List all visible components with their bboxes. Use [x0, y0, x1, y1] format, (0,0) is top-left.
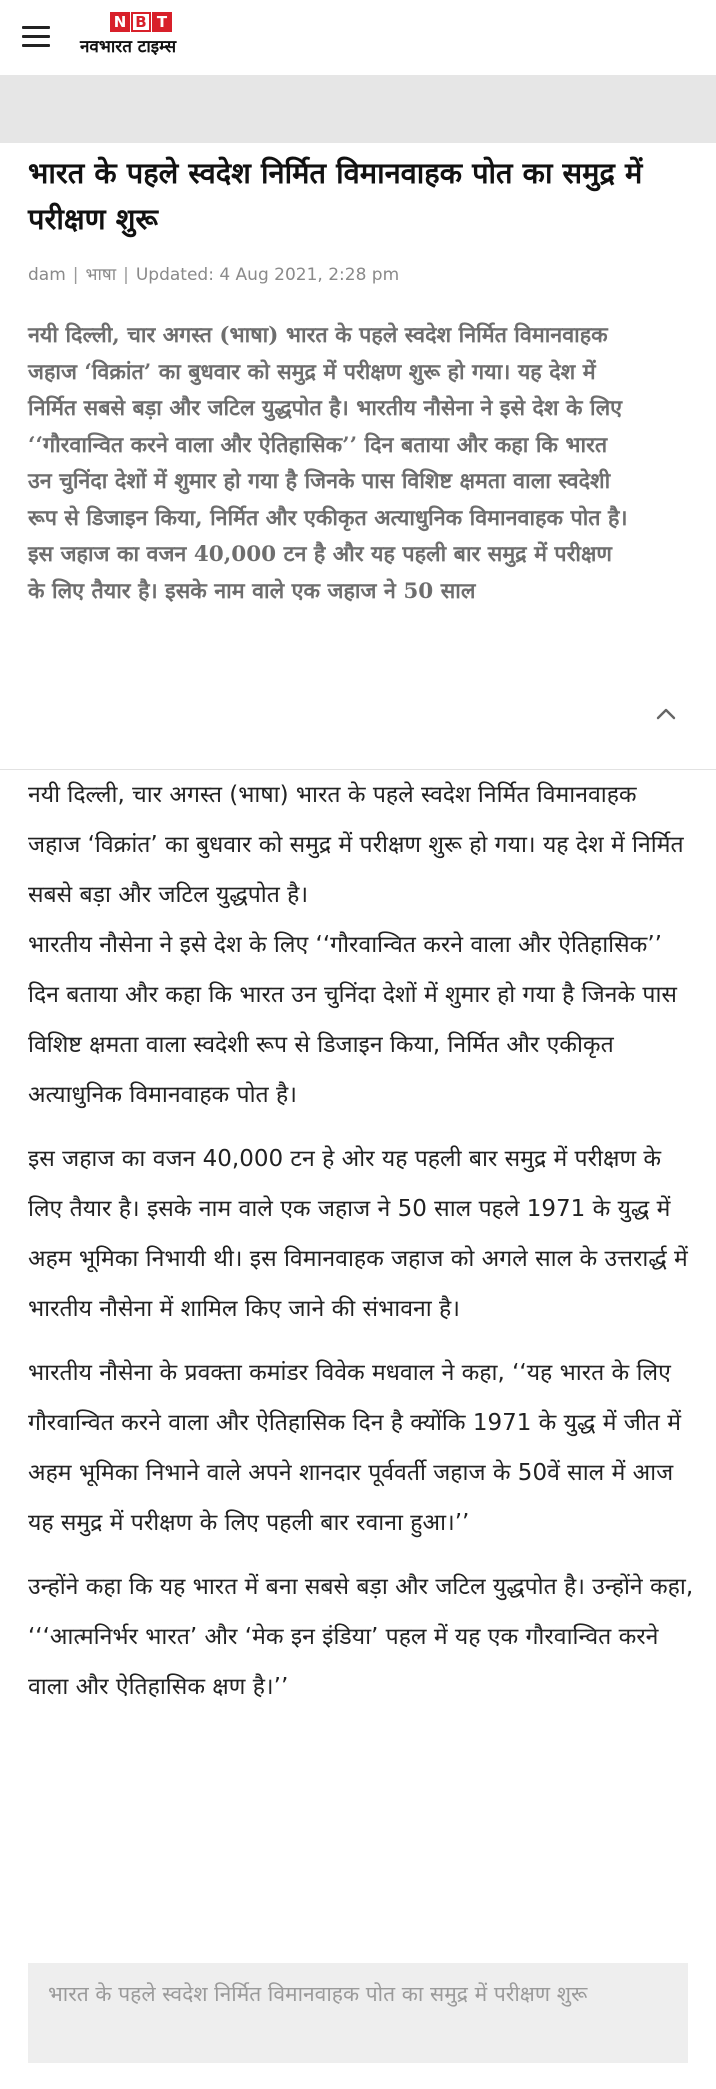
article-title: भारत के पहले स्वदेश निर्मित विमानवाहक पोत का समुद्र में परीक्षण शुरू — [28, 156, 643, 236]
top-nav-bar — [0, 0, 716, 75]
body-paragraph: भारतीय नौसेना के प्रवक्ता कमांडर विवेक मधवाल ने कहा, ‘‘यह भारत के लिए गौरवान्वित करने वाला और ऐतिहासिक दिन है क्योंकि 1971 के युद्ध में जीत में अहम भूमिका निभाने वाले अपने शानदार पूर्ववर्ती जहाज के 50वें साल में आज यह समुद्र में परीक्षण के लिए पहली बार रवाना हुआ।’’ — [28, 1360, 681, 1536]
body-paragraph: भारतीय नौसेना ने इसे देश के लिए ‘‘गौरवान्वित करने वाला और ऐतिहासिक’’ दिन बताया और कहा कि भारत उन चुनिंदा देशों में शुमार हो गया है जिनके पास विशिष्ट क्षमता वाला स्वदेशी रूप से डिजाइन किया, निर्मित और एकीकृत अत्याधुनिक विमानवाहक पोत है। — [28, 932, 677, 1108]
logo-letter-b: B — [131, 12, 151, 32]
chevron-up-icon[interactable] — [652, 700, 680, 728]
logo-letter-n: N — [110, 12, 130, 32]
article-body — [28, 770, 696, 1712]
related-article-title[interactable]: भारत के पहले स्वदेश निर्मित विमानवाहक पोत का समुद्र में परीक्षण शुरू — [48, 1982, 588, 2006]
article-meta: dam | भाषा | Updated: 4 Aug 2021, 2:28 pm — [28, 265, 400, 285]
body-paragraph: इस जहाज का वजन 40,000 टन हे ओर यह पहली बार समुद्र में परीक्षण के लिए तैयार है। इसके नाम वाले एक जहाज ने 50 साल पहले 1971 के युद्ध में अहम भूमिका निभायी थी। इस विमानवाहक जहाज को अगले साल के उत्तरार्द्ध में भारतीय नौसेना में शामिल किए जाने की संभावना है। — [28, 1146, 688, 1322]
body-paragraph: उन्होंने कहा कि यह भारत में बना सबसे बड़ा और जटिल युद्धपोत है। उन्होंने कहा, ‘‘‘आत्मनिर्भर भारत’ और ‘मेक इन इंडिया’ पहल में यह एक गौरवान्वित करने वाला और ऐतिहासिक क्षण है।’’ — [28, 1574, 694, 1700]
article-summary: नयी दिल्ली, चार अगस्त (भाषा) भारत के पहले स्वदेश निर्मित विमानवाहक जहाज ‘विक्रांत’ का बुधवार को समुद्र में परीक्षण शुरू हो गया। यह देश में निर्मित सबसे बड़ा और जटिल युद्धपोत है। भारतीय नौसेना ने इसे देश के लिए ‘‘गौरवान्वित करने वाला और ऐतिहासिक’’ दिन बताया और कहा कि भारत उन चुनिंदा देशों में शुमार हो गया है जिनके पास विशिष्ट क्षमता वाला स्वदेशी रूप से डिजाइन किया, निर्मित और एकीकृत अत्याधुनिक विमानवाहक पोत है। इस जहाज का वजन 40,000 टन है और यह पहली बार समुद्र में परीक्षण के लिए तैयार है। इसके नाम वाले एक जहाज ने 50 साल — [28, 323, 628, 604]
ad-placeholder-band — [0, 75, 716, 143]
body-paragraph: नयी दिल्ली, चार अगस्त (भाषा) भारत के पहले स्वदेश निर्मित विमानवाहक जहाज ‘विक्रांत’ का बुधवार को समुद्र में परीक्षण शुरू हो गया। यह देश में निर्मित सबसे बड़ा और जटिल युद्धपोत है। — [28, 782, 684, 908]
logo-letter-t: T — [152, 12, 172, 32]
article-source: भाषा — [85, 265, 117, 285]
hamburger-menu-icon[interactable] — [22, 26, 50, 48]
nbt-logo-letters — [110, 12, 173, 34]
nbt-logo[interactable] — [80, 12, 210, 60]
updated-timestamp: Updated: 4 Aug 2021, 2:28 pm — [135, 265, 400, 285]
related-article-card[interactable] — [28, 1963, 688, 2063]
author-name[interactable]: dam — [28, 265, 66, 285]
logo-subtitle: नवभारत टाइम्स — [80, 37, 177, 57]
